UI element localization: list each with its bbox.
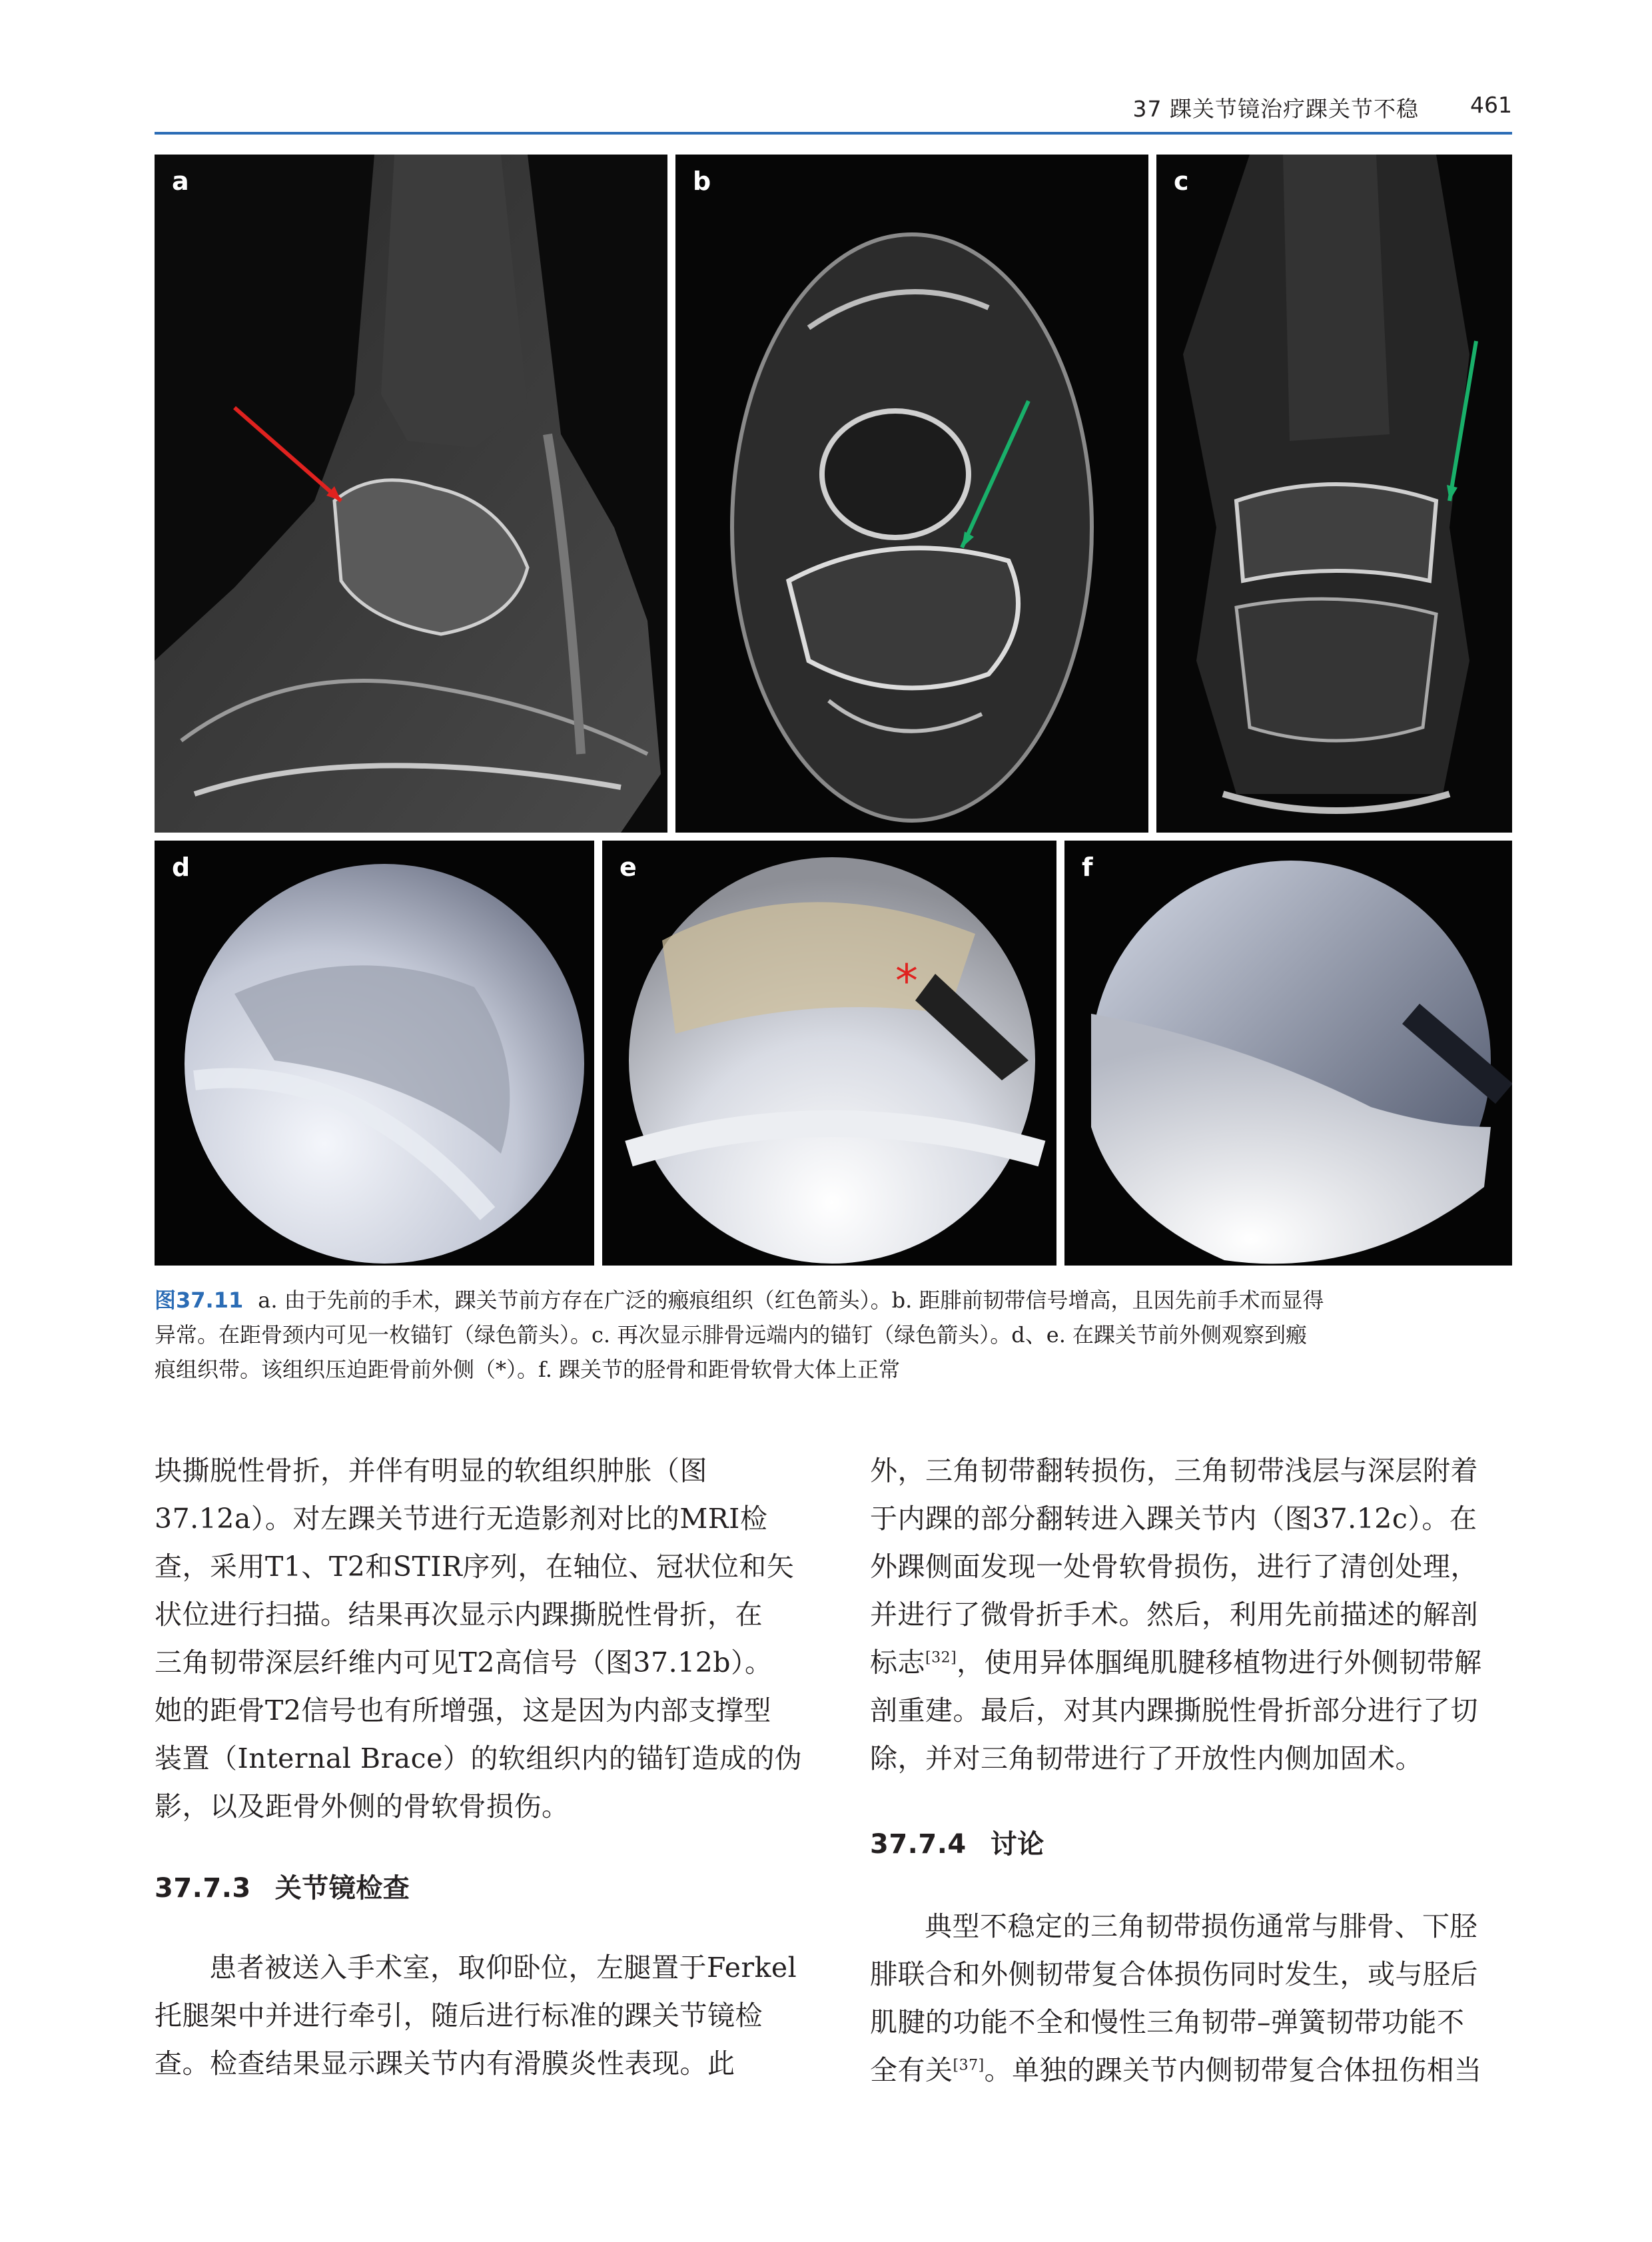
text-line: 典型不稳定的三角韧带损伤通常与腓骨、下胫 [925,1910,1477,1942]
panel-label-d: d [172,853,191,882]
text-line: 外，三角韧带翻转损伤，三角韧带浅层与深层附着 [870,1455,1478,1487]
running-header [155,85,1512,123]
chapter-title: 37 踝关节镜治疗踝关节不稳 [1132,96,1419,122]
text-line: 查。检查结果显示踝关节内有滑膜炎性表现。此 [155,2048,735,2079]
mri-axial-image [675,155,1148,833]
text-line: 剖重建。最后，对其内踝撕脱性骨折部分进行了切 [870,1694,1478,1726]
panel-label-c: c [1174,167,1189,196]
figure-panel-b [675,155,1148,833]
figure-panel-a [155,155,667,833]
text-line: 全有关[37]。单独的踝关节内侧韧带复合体扭伤相当 [870,2054,1482,2086]
figure-caption [155,1283,1512,1387]
caption-line: 痕组织带。该组织压迫距骨前外侧（*）。f. 踝关节的胫骨和距骨软骨大体上正常 [155,1357,901,1382]
mri-coronal-image [1156,155,1512,833]
text-line: 腓联合和外侧韧带复合体损伤同时发生，或与胫后 [870,1958,1478,1990]
text-line: 37.12a）。对左踝关节进行无造影剂对比的MRI检 [155,1503,768,1535]
section-heading-37-7-4: 37.7.4 讨论 [870,1829,1044,1860]
page-number: 461 [1470,92,1512,118]
panel-label-f: f [1082,853,1093,882]
text-line: 影，以及距骨外侧的骨软骨损伤。 [155,1790,570,1822]
text-line: 于内踝的部分翻转进入踝关节内（图37.12c）。在 [870,1503,1477,1535]
text-line: 块撕脱性骨折，并伴有明显的软组织肿胀（图 [155,1455,707,1487]
caption-line: 异常。在距骨颈内可见一枚锚钉（绿色箭头）。c. 再次显示腓骨远端内的锚钉（绿色箭头）。d、e. 在踝关节前外侧观察到瘢 [155,1322,1308,1347]
figure-panel-d [155,841,594,1266]
arthroscopy-view-e [602,841,1056,1266]
text-line: 查，采用T1、T2和STIR序列，在轴位、冠状位和矢 [155,1551,795,1583]
text-line: 装置（Internal Brace）的软组织内的锚钉造成的伪 [155,1742,803,1774]
figure-panel-f [1064,841,1512,1266]
mri-sagittal-image [155,155,667,833]
text-line: 她的距骨T2信号也有所增强，这是因为内部支撑型 [155,1694,771,1726]
citation-37: [37] [953,2057,985,2074]
text-line: 托腿架中并进行牵引，随后进行标准的踝关节镜检 [155,2000,763,2032]
text-line: 外踝侧面发现一处骨软骨损伤，进行了清创处理， [870,1551,1478,1583]
figure-panel-c [1156,155,1512,833]
text-line: 肌腱的功能不全和慢性三角韧带–弹簧韧带功能不 [870,2006,1465,2038]
header-rule [155,132,1512,135]
panel-label-b: b [693,167,711,196]
arthroscopy-view-d [155,841,594,1266]
arthroscopy-view-f [1064,841,1512,1266]
section-heading-37-7-3: 37.7.3 关节镜检查 [155,1873,410,1904]
panel-label-a: a [172,167,189,196]
citation-32: [32] [925,1649,957,1667]
text-line: 标志[32]，使用异体腘绳肌腱移植物进行外侧韧带解 [870,1647,1482,1679]
text-line: 并进行了微骨折手术。然后，利用先前描述的解剖 [870,1599,1478,1631]
text-line: 除，并对三角韧带进行了开放性内侧加固术。 [870,1742,1423,1774]
asterisk-marker: * [895,955,918,1008]
figure-panel-e [602,841,1056,1266]
figure-label: 图37.11 [155,1288,244,1313]
text-line: 状位进行扫描。结果再次显示内踝撕脱性骨折，在 [155,1599,763,1631]
text-line: 三角韧带深层纤维内可见T2高信号（图37.12b）。 [155,1647,773,1679]
caption-line: 图37.11 a. 由于先前的手术，踝关节前方存在广泛的瘢痕组织（红色箭头）。b. 距腓前韧带信号增高，且因先前手术而显得 [155,1288,1324,1313]
panel-label-e: e [620,853,637,882]
text-line: 患者被送入手术室，取仰卧位，左腿置于Ferkel [209,1952,797,1984]
